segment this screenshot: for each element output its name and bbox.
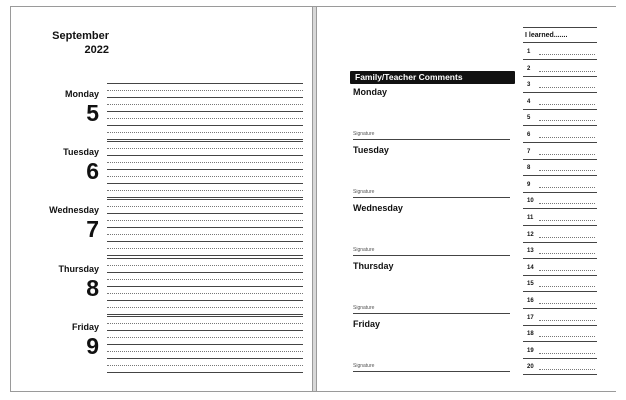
dotted-guide-line: [107, 293, 303, 294]
learned-row-number: 17: [527, 314, 534, 321]
learned-row-number: 11: [527, 215, 534, 221]
day-number: 9: [86, 333, 99, 359]
signature-line: [353, 371, 510, 372]
day-name: Thursday: [58, 264, 99, 274]
learned-row[interactable]: [523, 146, 597, 162]
writing-line: [107, 300, 303, 301]
learned-row[interactable]: [523, 262, 597, 278]
dotted-guide-line: [107, 351, 303, 352]
writing-line: [107, 272, 303, 273]
dotted-guide-line: [539, 187, 595, 188]
dotted-guide-line: [539, 87, 595, 88]
learned-heading-rule: [523, 42, 597, 43]
signature-label: Signature: [353, 131, 375, 137]
row-rule: [523, 59, 597, 60]
comment-block[interactable]: [350, 145, 510, 203]
writing-line: [107, 155, 303, 156]
writing-lines[interactable]: [107, 141, 303, 201]
dotted-guide-line: [539, 220, 595, 221]
learned-row-number: 7: [527, 148, 531, 155]
dotted-guide-line: [107, 162, 303, 163]
learned-row[interactable]: [523, 112, 597, 128]
writing-line: [107, 169, 303, 170]
dotted-guide-line: [539, 104, 595, 105]
learned-row-number: 12: [527, 231, 534, 238]
writing-line: [107, 316, 303, 317]
day-number: 5: [86, 100, 99, 126]
day-name: Tuesday: [63, 147, 99, 157]
comment-day-name: Thursday: [353, 261, 394, 271]
row-rule: [523, 142, 597, 143]
dotted-guide-line: [539, 170, 595, 171]
learned-row[interactable]: [523, 345, 597, 361]
day-name: Wednesday: [49, 205, 99, 215]
dotted-guide-line: [107, 90, 303, 91]
day-block: [11, 322, 313, 380]
dotted-guide-line: [107, 307, 303, 308]
row-rule: [523, 291, 597, 292]
dotted-guide-line: [107, 265, 303, 266]
row-rule: [523, 208, 597, 209]
dotted-guide-line: [107, 104, 303, 105]
row-rule: [523, 125, 597, 126]
comments-heading: Family/Teacher Comments: [350, 71, 515, 84]
learned-row-number: 15: [527, 281, 534, 288]
writing-line: [107, 183, 303, 184]
row-rule: [523, 225, 597, 226]
dotted-guide-line: [539, 203, 595, 204]
dotted-guide-line: [539, 237, 595, 238]
learned-row-number: 10: [527, 198, 534, 205]
row-rule: [523, 275, 597, 276]
row-rule: [523, 159, 597, 160]
learned-row[interactable]: [523, 179, 597, 195]
learned-row[interactable]: [523, 79, 597, 95]
writing-line: [107, 139, 303, 140]
learned-row[interactable]: [523, 96, 597, 112]
learned-row[interactable]: [523, 46, 597, 62]
row-rule: [523, 76, 597, 77]
comment-block[interactable]: [350, 261, 510, 319]
dotted-guide-line: [107, 279, 303, 280]
dotted-guide-line: [539, 270, 595, 271]
writing-line: [107, 227, 303, 228]
row-rule: [523, 109, 597, 110]
writing-line: [107, 111, 303, 112]
day-name: Friday: [71, 322, 99, 332]
planner-spread: [10, 6, 616, 392]
writing-lines[interactable]: [107, 83, 303, 143]
signature-label: Signature: [353, 189, 375, 195]
learned-row-number: 8: [527, 165, 531, 172]
writing-line: [107, 255, 303, 256]
learned-heading: I learned.......: [525, 32, 568, 39]
writing-lines[interactable]: [107, 199, 303, 259]
learned-row[interactable]: [523, 295, 597, 311]
dotted-guide-line: [107, 234, 303, 235]
dotted-guide-line: [107, 148, 303, 149]
learned-row-number: 3: [527, 82, 531, 89]
row-rule: [523, 242, 597, 243]
comment-block[interactable]: [350, 203, 510, 261]
signature-line: [353, 313, 510, 314]
learned-row-number: 18: [527, 331, 534, 338]
dotted-guide-line: [107, 365, 303, 366]
day-block: [11, 147, 313, 205]
learned-row[interactable]: [523, 361, 597, 377]
signature-line: [353, 139, 510, 140]
month-label: September: [52, 30, 109, 42]
learned-row-number: 6: [527, 132, 531, 138]
dotted-guide-line: [539, 54, 595, 55]
writing-line: [107, 314, 303, 315]
writing-line: [107, 241, 303, 242]
signature-label: Signature: [353, 363, 375, 369]
learned-row[interactable]: [523, 328, 597, 344]
writing-line: [107, 197, 303, 198]
dotted-guide-line: [107, 118, 303, 119]
learned-row[interactable]: [523, 245, 597, 261]
signature-label: Signature: [353, 305, 375, 311]
learned-row[interactable]: [523, 63, 597, 79]
writing-line: [107, 358, 303, 359]
day-block: [11, 264, 313, 322]
writing-lines[interactable]: [107, 316, 303, 376]
learned-top-rule: [523, 27, 597, 28]
dotted-guide-line: [539, 71, 595, 72]
row-rule: [523, 374, 597, 375]
signature-line: [353, 255, 510, 256]
dotted-guide-line: [539, 286, 595, 287]
day-number: 7: [86, 216, 99, 242]
day-number: 6: [86, 158, 99, 184]
learned-row[interactable]: [523, 312, 597, 328]
learned-row-number: 1: [527, 49, 531, 55]
writing-line: [107, 344, 303, 345]
comment-day-name: Wednesday: [353, 203, 403, 213]
dotted-guide-line: [107, 248, 303, 249]
dotted-guide-line: [539, 154, 595, 155]
comment-block[interactable]: [350, 87, 510, 145]
learned-row[interactable]: [523, 229, 597, 245]
left-page: [11, 7, 313, 391]
learned-row[interactable]: [523, 195, 597, 211]
dotted-guide-line: [539, 369, 595, 370]
row-rule: [523, 325, 597, 326]
writing-line: [107, 125, 303, 126]
comment-day-name: Friday: [353, 319, 381, 329]
day-block: [11, 89, 313, 147]
learned-row-number: 5: [527, 115, 531, 122]
signature-line: [353, 197, 510, 198]
learned-row-number: 16: [527, 298, 534, 304]
row-rule: [523, 308, 597, 309]
dotted-guide-line: [107, 206, 303, 207]
learned-row-number: 2: [527, 65, 531, 72]
dotted-guide-line: [107, 176, 303, 177]
dotted-guide-line: [107, 190, 303, 191]
row-rule: [523, 341, 597, 342]
dotted-guide-line: [107, 337, 303, 338]
dotted-guide-line: [539, 137, 595, 138]
learned-row[interactable]: [523, 212, 597, 228]
dotted-guide-line: [539, 320, 595, 321]
learned-row-number: 14: [527, 264, 534, 271]
day-block: [11, 205, 313, 263]
dotted-guide-line: [539, 353, 595, 354]
dotted-guide-line: [539, 120, 595, 121]
learned-row[interactable]: [523, 129, 597, 145]
row-rule: [523, 92, 597, 93]
learned-row-number: 20: [527, 364, 534, 371]
writing-line: [107, 199, 303, 200]
learned-row-number: 19: [527, 347, 534, 354]
writing-line: [107, 372, 303, 373]
dotted-guide-line: [539, 336, 595, 337]
dotted-guide-line: [107, 220, 303, 221]
day-name: Monday: [64, 89, 99, 99]
day-number: 8: [86, 275, 99, 301]
right-page: [316, 7, 616, 391]
row-rule: [523, 358, 597, 359]
learned-row-number: 4: [527, 98, 531, 105]
learned-row[interactable]: [523, 162, 597, 178]
row-rule: [523, 175, 597, 176]
learned-row[interactable]: [523, 278, 597, 294]
dotted-guide-line: [107, 132, 303, 133]
comment-block[interactable]: [350, 319, 510, 377]
row-rule: [523, 192, 597, 193]
writing-line: [107, 286, 303, 287]
writing-line: [107, 330, 303, 331]
year-label: 2022: [84, 44, 109, 56]
dotted-guide-line: [107, 323, 303, 324]
writing-line: [107, 141, 303, 142]
learned-row-number: 9: [527, 181, 531, 188]
writing-lines[interactable]: [107, 258, 303, 318]
signature-label: Signature: [353, 247, 375, 253]
row-rule: [523, 258, 597, 259]
learned-row-number: 13: [527, 248, 534, 255]
month-year-heading: [39, 29, 109, 57]
dotted-guide-line: [539, 303, 595, 304]
comment-day-name: Monday: [353, 87, 388, 97]
comment-day-name: Tuesday: [353, 145, 389, 155]
writing-line: [107, 213, 303, 214]
writing-line: [107, 83, 303, 84]
writing-line: [107, 258, 303, 259]
writing-line: [107, 97, 303, 98]
dotted-guide-line: [539, 253, 595, 254]
